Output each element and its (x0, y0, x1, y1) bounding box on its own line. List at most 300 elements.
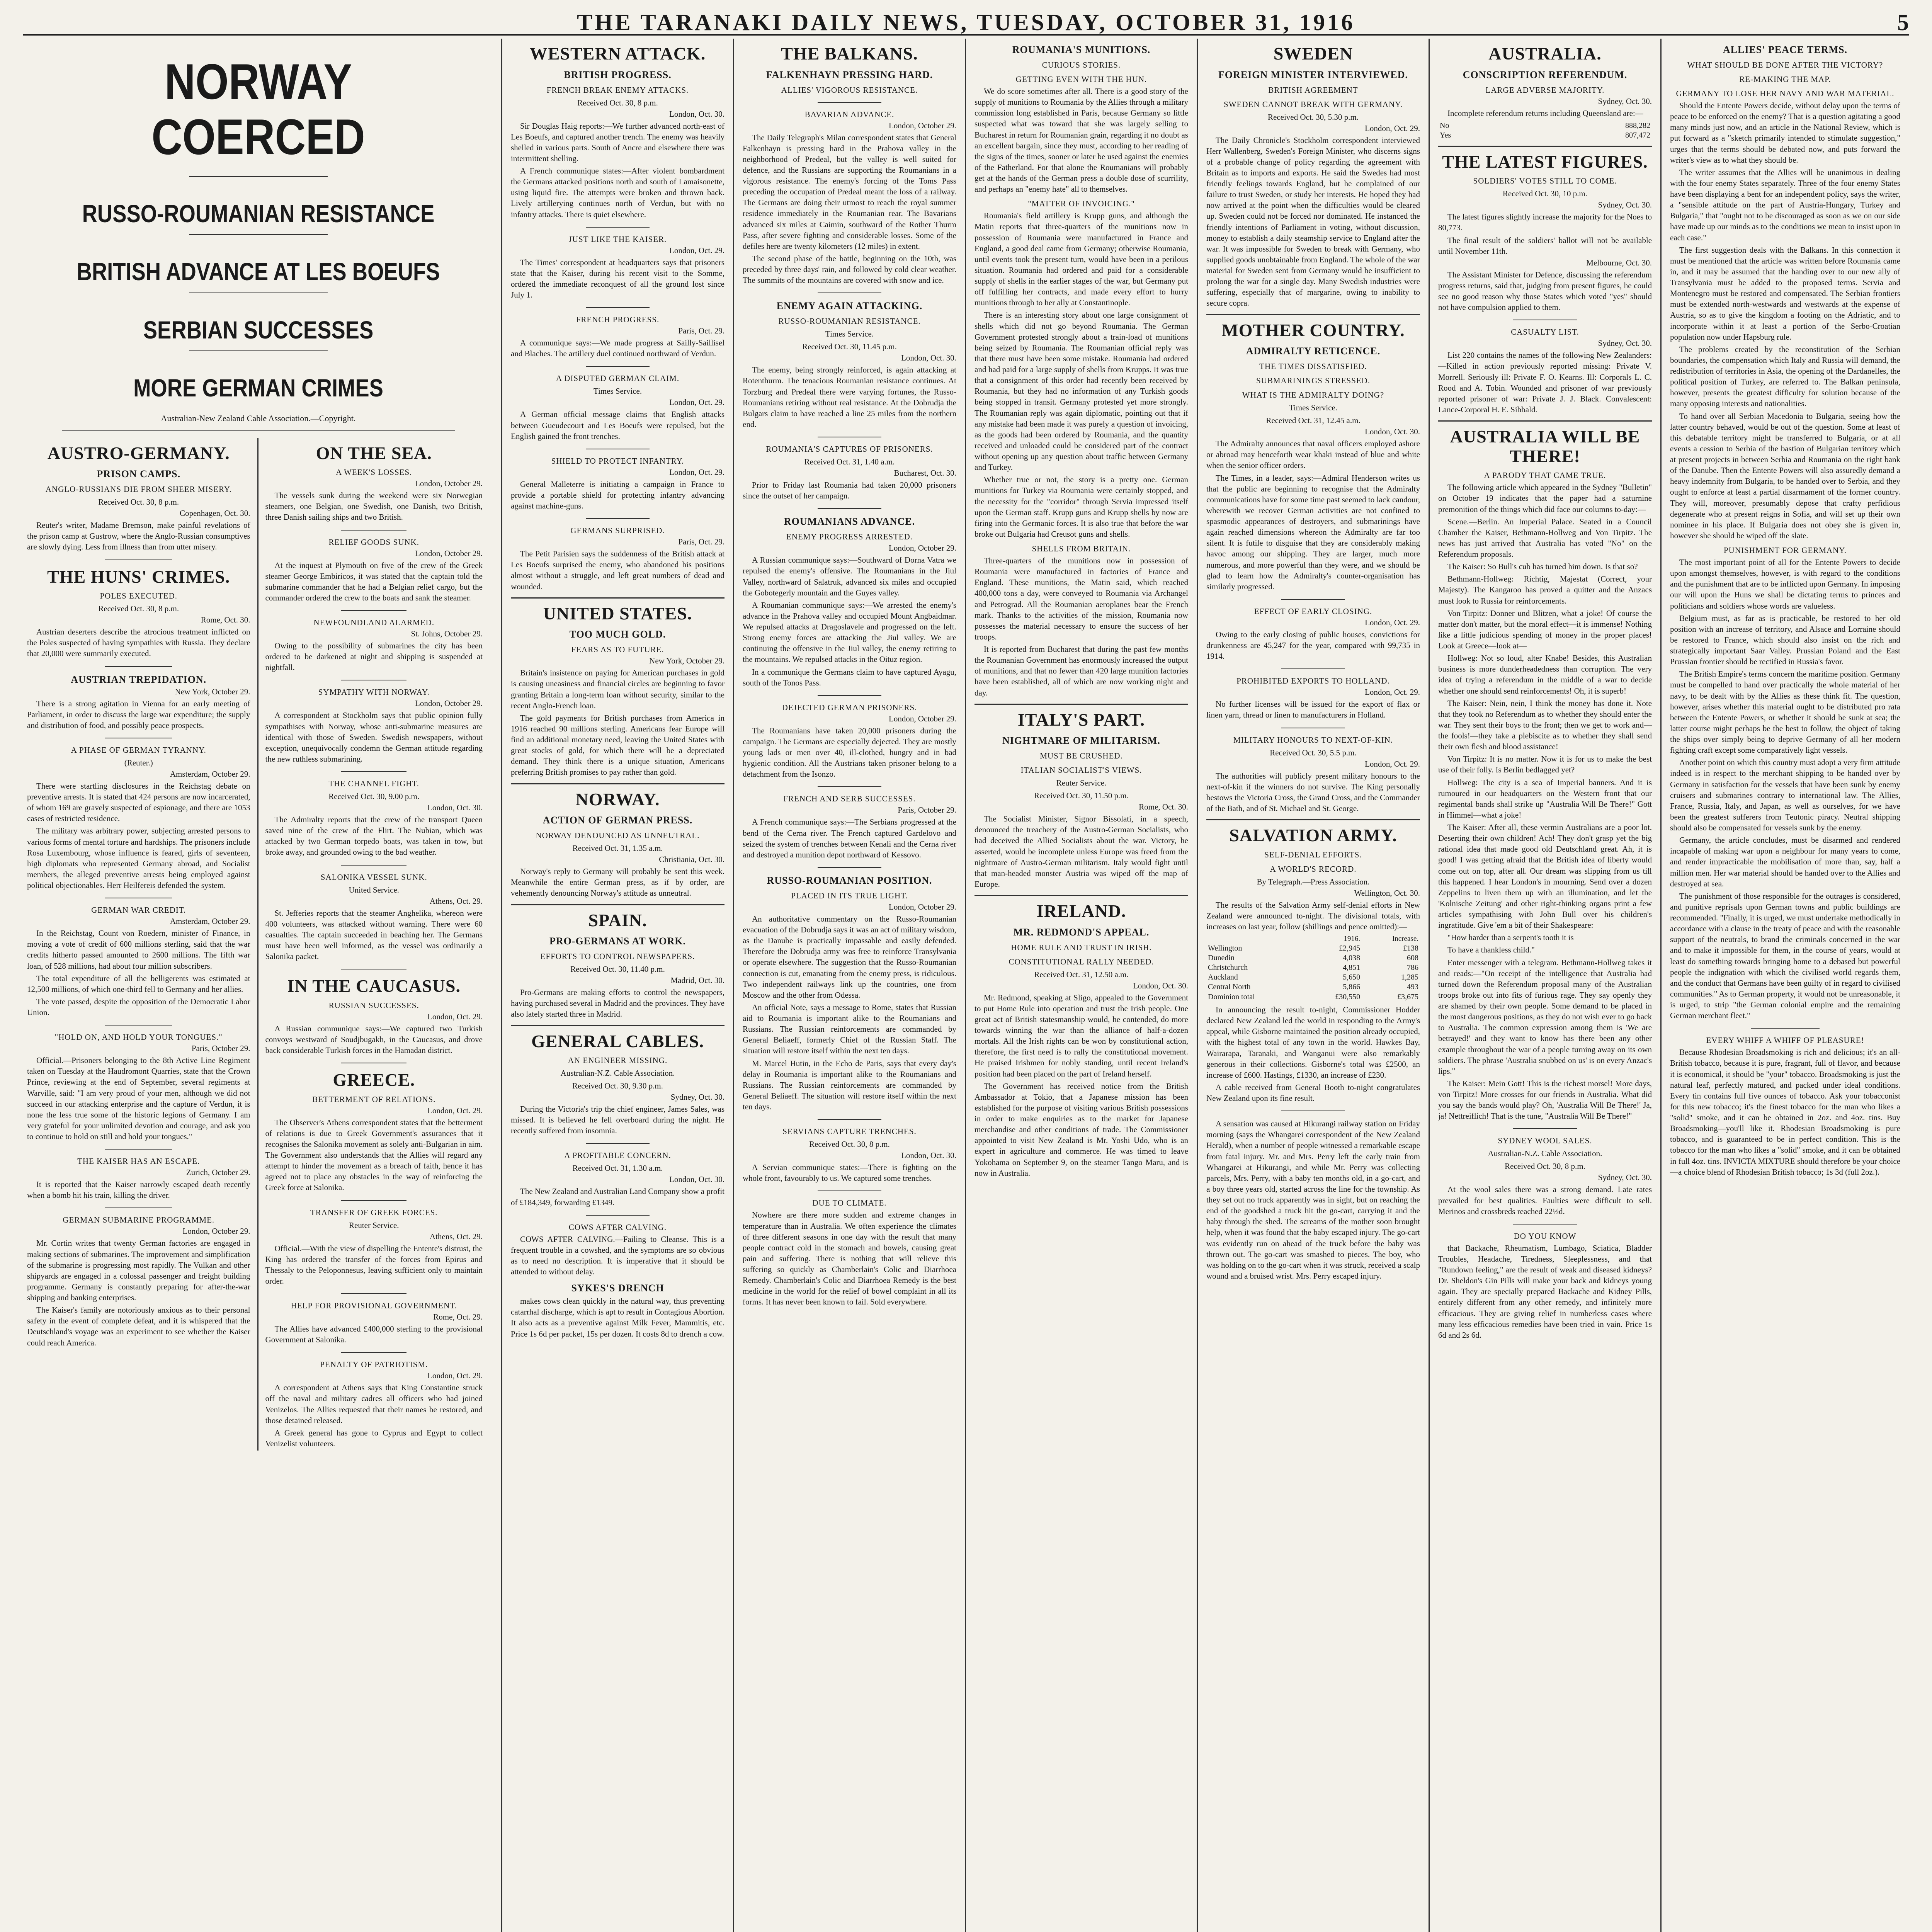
article-paragraph: The enemy, being strongly reinforced, is again attacking at Rotenthurm. The tenacious Roumanian resistance continues. At Torzburg and Predeal there were varying fortunes, the Russo-Roumanians retiring without real resistance. At the Dobrudja the Bulgars claim to have reached a line 25 miles from the northern end. (743, 365, 956, 429)
advert-paragraph: Nowhere are there more sudden and extreme changes in temperature than in Australia. We often experience the climates of three different seasons in one day with the result that many people contract cold in the stomach and bowels, causing great pain and suffering. There is nothing that will relieve this suffering so quickly as Chamberlain's Colic and Diarrhoea Remedy. Chamberlain's Colic and Diarrhoea Remedy is the best medicine in the world for the relief of bowel complaint in all its forms. It has never been known to fail. Sold everywhere. (743, 1210, 956, 1307)
article-headline: NEWFOUNDLAND ALARMED. (313, 618, 435, 628)
article-paragraph: The New Zealand and Australian Land Company show a profit of £184,349, forwarding £1349. (511, 1187, 724, 1207)
dateline: Received Oct. 30, 8 p.m. (577, 98, 658, 107)
article-headline: MILITARY HONOURS TO NEXT-OF-KIN. (1233, 735, 1393, 745)
article-paragraph: In announcing the result to-night, Commissioner Hodder declared New Zealand led the world in responding to the Army's appeal, while Gisborne maintained the position already occupied, with the highest total of any town in the world. Hawkes Bay, Wairarapa, Taranaki, and Wanganui were also remarkably generous in their collections. Gisborne's total was £2500, an increase of £600. Hastings, £1330, an increase of £230. (1206, 1005, 1420, 1080)
columns (23, 39, 1909, 1932)
placeline: London, Oct. 30. (1365, 427, 1420, 437)
article-subhead: A PARODY THAT CAME TRUE. (1484, 471, 1606, 480)
table-cell: Wellington (1208, 944, 1242, 953)
table-cell: 608 (1407, 954, 1418, 963)
article-headline: NIGHTMARE OF MILITARISM. (1002, 735, 1160, 747)
column-1 (23, 39, 502, 1932)
article-paragraph: The total expenditure of all the belligerents was estimated at 12,500 millions, of which one-third fell to Germany and her allies. (27, 973, 250, 994)
article-paragraph: The latest figures slightly increase the majority for the Noes to 80,773. (1438, 212, 1652, 233)
article-headline: MR. REDMOND'S APPEAL. (1013, 926, 1150, 938)
article-paragraph: A cable received from General Booth to-night congratulates New Zealand upon its fine result. (1206, 1082, 1420, 1103)
article-paragraph: The most important point of all for the Entente Powers to decide upon amongst themselves, however, is with regard to the conditions and the punishment that are to be inflicted upon Germany. In imposing our will upon the Huns we shall be dictating terms to princes and politicians and soldiers whose words are valueless. (1670, 558, 1900, 611)
article-paragraph: In a communique the Germans claim to have captured Ayagu, south of the Tonos Pass. (743, 667, 956, 687)
section-headline: ALLIES' PEACE TERMS. (1723, 44, 1848, 55)
article-headline: RUSSO-ROUMANIAN POSITION. (767, 874, 932, 886)
table-row (1206, 963, 1420, 973)
article-paragraph: In the Reichstag, Count von Roedern, minister of Finance, in moving a vote of credit of 600 millions sterling, said that the war credits hitherto passed amounted to 2600 millions. The fifth war loan, of 528 millions, had about four million subscribers. (27, 929, 250, 971)
article-paragraph: No further licenses will be issued for the export of flax or linen yarn, thread or linen to manufacturers in Holland. (1206, 699, 1420, 720)
article-headline: BRITISH PROGRESS. (564, 69, 672, 80)
placeline: London, October 29. (889, 543, 956, 553)
article-headline: ROUMANIA'S CAPTURES OF PRISONERS. (766, 444, 933, 454)
article-subhead: LARGE ADVERSE MAJORITY. (1485, 85, 1605, 95)
dateline: Received Oct. 30, 5.30 p.m. (1267, 112, 1359, 122)
article-paragraph: The Times, in a leader, says:—Admiral Henderson writes us that the public are beginning to recognise that the Admiralty communications have for some time past seemed to lack candour, wherewith we recover German activities are not confined to spasmodic appearances of destroyers, and submarinings have again reached dimensions whereon the Admiralty are far too silent. It is futile to disguise that they are considerably making havoc among our shipping. They are larger, much more numerous, and more powerful than they were, and we should be glad to learn how the Admiralty's counter-organisation has similarly progressed. (1206, 473, 1420, 591)
article-paragraph: The Admiralty announces that naval officers employed ashore or abroad may henceforth wear khaki instead of blue and white when the senior officer orders. (1206, 439, 1420, 470)
article-paragraph: There is an interesting story about one large consignment of shells which did not go beyond Roumania. The German Government protested strongly about a train-load of munitions being seized by Roumania. The Roumanian official reply was that there must have been some mistake. Roumania had ordered and had paid for a large supply of shells from Krupps. It was true that a consignment of this order had recently been received by Roumania, but they had no information of any Turkish goods being stopped in transit. Germany protested yet more strongly. The Roumanian reply was again diplomatic, pointing out that if any mistake had been made it was purely a question of invoicing, as the goods had been ordered by Roumania, and the quantity received and unloaded could be considered part of the contract without opening up any question about traffic between Germany and Turkey. (975, 310, 1188, 472)
section-headline: AUSTRALIA. (1488, 44, 1602, 63)
article-paragraph: At the inquest at Plymouth on five of the crew of the Greek steamer George Embiricos, it was stated that the captain told the submarine commander that he had a Belgian relief cargo, but the commander ordered the crew to the boats and sank the steamer. (265, 560, 483, 602)
table-cell: No (1440, 121, 1449, 130)
section-headline: IRELAND. (975, 895, 1188, 921)
table-cell: 493 (1407, 983, 1418, 992)
placeline: London, October 29. (889, 902, 956, 912)
article-paragraph: Prior to Friday last Roumania had taken 20,000 prisoners since the outset of her campaign. (743, 480, 956, 501)
article-headline: BAVARIAN ADVANCE. (804, 109, 895, 119)
article-paragraph: The Petit Parisien says the suddenness of the British attack at Les Boeufs surprised the enemy, who abandoned his positions almost without a struggle, and left great numbers of dead and wounded. (511, 549, 724, 591)
placeline: Paris, Oct. 29. (678, 537, 724, 547)
section-headline: AUSTRALIA WILL BE THERE! (1438, 420, 1652, 466)
article-paragraph: The British Empire's terms concern the maritime position. Germany must be compelled to hand over practically the whole material of her navy, to be dealt with by the Allies as these think fit. The question, however, arises whether this material ought to be distributed pro rata between the Entente Powers, or whether it should be sunk at sea; the latter course might perhaps be the best to follow, the object of taking the ships over simply being to deprive Germany of all her modern fighting craft except some comparatively light vessels. (1670, 669, 1900, 755)
section-headline: GREECE. (333, 1070, 415, 1090)
dateline: (Reuter.) (124, 758, 153, 767)
table-row (1438, 121, 1652, 131)
placeline: Rome, Oct. 29. (433, 1312, 483, 1322)
table-cell: Auckland (1208, 973, 1238, 982)
article-subhead: POLES EXECUTED. (100, 591, 177, 601)
article-paragraph: It is reported that the Kaiser narrowly escaped death recently when a bomb hit his train, killing the driver. (27, 1180, 250, 1200)
placeline: London, Oct. 29. (669, 245, 724, 255)
dateline: Received Oct. 30, 9.00 p.m. (328, 792, 420, 801)
article-headline: SYMPATHY WITH NORWAY. (318, 687, 430, 697)
article-headline: TRANSFER OF GREEK FORCES. (310, 1208, 438, 1217)
article-headline: FALKENHAYN PRESSING HARD. (766, 69, 933, 80)
article-paragraph: Sir Douglas Haig reports:—We further advanced north-east of Les Boeufs, and captured another trench. The enemy was heavily shelled in various parts. South of Ancre and elsewhere there was intermittent shelling. (511, 121, 724, 163)
article-paragraph: The authorities will publicly present military honours to the next-of-kin if the winners do not survive. The King personally bestows the Victoria Cross, the Grand Cross, and the Commander of the Bath, and of St. Michael and St. George. (1206, 771, 1420, 813)
placeline: Athens, Oct. 29. (429, 896, 483, 906)
column-1b (259, 438, 490, 1451)
placeline: London, Oct. 30. (427, 803, 483, 813)
article-paragraph: M. Marcel Hutin, in the Echo de Paris, says that every day's delay in Roumania is important alike to the Roumanians and Russians. The Russian reinforcements are commanded by General Beliaeff. The situation will restore itself within the next ten days. (743, 1058, 956, 1112)
table-cell: Dominion total (1206, 992, 1306, 1002)
article-subhead: THE TIMES DISSATISFIED. (1259, 362, 1367, 371)
article-paragraph: To hand over all Serbian Macedonia to Bulgaria, seeing how the latter country behaved, would be out of the question. Some at least of this debatable territory might be transferred to Bulgaria, or at all events a cession to Serbia of the bastion of Bulgarian territory which at present projects in between Serbia and Roumania on the right bank of the Danube. Then the Entente Powers will also assuredly demand a heavy indemnity from Bulgaria, to be handed over to Serbia, and they ought to enforce at least a partial disarmament of the former country. They will, moreover, presumably depose that crafty perfidious degenerate who at present reigns in Sofia, and will set up their own nominee in his place. If Bulgaria does not obey she is given in, however she should be wiped off the slate. (1670, 411, 1900, 540)
table-cell: £30,550 (1306, 992, 1362, 1002)
section-headline: AUSTRO-GERMANY. (47, 443, 230, 463)
section-headline: SWEDEN (1273, 44, 1353, 63)
article-paragraph: Von Tirpitz: Donner und Blitzen, what a joke! Of course the matter don't matter, but the moral effect—it is immense! Nothing like a little judicious spending of money in the proper places! Look at Greece—look at— (1438, 608, 1652, 650)
article-paragraph: A French communique states:—After violent bombardment the Germans attacked positions north and south of Lamaisonette, using liquid fire. The attempts were broken and thrown back. Lively artillerying continues north of Verdun, but with no infantry attacks. There is quiet elsewhere. (511, 166, 724, 219)
article-paragraph: Pro-Germans are making efforts to control the newspapers, having purchased several in Madrid and the provinces. They have also lately started three in Madrid. (511, 988, 724, 1019)
article-paragraph: The results of the Salvation Army self-denial efforts in New Zealand were announced to-night. The divisional totals, with increases on last year, follow (shillings and pence omitted):— (1206, 900, 1420, 931)
placeline: Athens, Oct. 29. (429, 1231, 483, 1241)
table-cell: 4,851 (1343, 963, 1361, 972)
article-paragraph: The Times' correspondent at headquarters says that prisoners state that the Kaiser, during his recent visit to the Somme, ordered the immediate reconquest of all the ground lost since July 1. (511, 257, 724, 300)
dateline: United Service. (349, 885, 400, 895)
placeline: London, October 29. (182, 1226, 250, 1236)
article-subhead: FEARS AS TO FUTURE. (571, 645, 664, 655)
table-total-row (1206, 992, 1420, 1002)
dateline: Received Oct. 30, 8 p.m. (1505, 1162, 1585, 1171)
section-headline: THE BALKANS. (781, 44, 918, 63)
placeline: London, Oct. 29. (1365, 687, 1420, 697)
section-headline: ROUMANIA'S MUNITIONS. (1012, 44, 1151, 55)
placeline: Sydney, Oct. 30. (1598, 1173, 1652, 1182)
column-5 (1198, 39, 1430, 1932)
article-headline: "HOLD ON, AND HOLD YOUR TONGUES." (54, 1032, 223, 1042)
article-paragraph: Austrian deserters describe the atrocious treatment inflicted on the Poles suspected of having sympathies with Russia. They declare that 20,000 were summarily executed. (27, 627, 250, 658)
placeline: Paris, October 29. (191, 1044, 250, 1053)
page-number: 5 (1897, 10, 1909, 35)
dateline: Received Oct. 31, 1.30 a.m. (572, 1163, 663, 1173)
article-paragraph: The final result of the soldiers' ballot will not be available until November 11th. (1438, 235, 1652, 256)
placeline: Rome, Oct. 30. (201, 615, 250, 625)
table-cell: 786 (1407, 963, 1418, 972)
section-headline: SPAIN. (511, 904, 724, 930)
article-headline: A PHASE OF GERMAN TYRANNY. (71, 745, 206, 755)
article-paragraph: Three-quarters of the munitions now in possession of Roumania were manufactured in factories of France and England. These munitions, the Matin said, which reached 400,000 tons a day, were conveyed to Roumania via Archangel and Petrograd. All the Roumanian aeroplanes bear the French mark. Thanks to the activities of the mission, Roumania now possesses the material necessary to ensure the success of her troops. (975, 556, 1188, 641)
article-paragraph: We do score sometimes after all. There is a good story of the supply of munitions to Roumania by the Allies through a military commission long established in Paris, because Germany so little suspected what was toward that she was largely selling to Bucharest in return for Roumanian grain, regarding it no doubt as an excellent bargain, since they must, according to her reading of the signs of the times, sooner or later be used against the enemies of the Fatherland. For that alone the Roumanians will probably get at the hands of the German press a double dose of scurrility, and perhaps an "enemy hate" all to themselves. (975, 87, 1188, 194)
placeline: London, October 29. (889, 121, 956, 130)
dateline: Received Oct. 30, 11.45 p.m. (802, 342, 897, 352)
dateline: Received Oct. 30, 5.5 p.m. (1270, 748, 1357, 757)
dateline: Australian-N.Z. Cable Association. (1488, 1149, 1602, 1158)
table-cell: 888,282 (1625, 121, 1650, 130)
section-headline: THE HUNS' CRIMES. (47, 566, 230, 587)
article-headline: ADMIRALTY RETICENCE. (1246, 345, 1381, 357)
article-paragraph: A correspondent at Stockholm says that public opinion fully sympathises with Norway, whose anti-submarine measures are identical with those of Sweden. Swedish newspapers, without exception, unequivocally condemn the German attitude regarding the new ruthless submarining. (265, 711, 483, 764)
article-paragraph: Germany, the article concludes, must be disarmed and rendered incapable of making war upon a neighbour for many years to come, and render impracticable the mobilisation of more than, say, half a million men. Her war material should be handed over to the Allies and destroyed at sea. (1670, 835, 1900, 888)
column-3 (734, 39, 966, 1932)
article-headline: PRO-GERMANS AT WORK. (549, 935, 686, 947)
table-cell: 807,472 (1625, 131, 1650, 139)
article-headline: JUST LIKE THE KAISER. (568, 234, 667, 244)
advert-headline: DUE TO CLIMATE. (812, 1198, 887, 1208)
table-cell: 4,038 (1343, 954, 1361, 963)
table-cell: Yes (1440, 131, 1451, 139)
article-subhead: GETTING EVEN WITH THE HUN. (1015, 75, 1147, 84)
article-paragraph: A Russian communique says:—Southward of Dorna Vatra we repulsed the enemy's offensive. The Roumanians in the Jiul Valley, northward of Salatruk, advanced six miles and occupied the Gobotegerly mountain and the Guyes valley. (743, 555, 956, 597)
dateline: Received Oct. 31, 12.45 a.m. (1266, 416, 1361, 425)
article-paragraph: During the Victoria's trip the chief engineer, James Sales, was missed. It is believed he fell overboard during the night. He recently suffered from insomnia. (511, 1104, 724, 1136)
dateline: Received Oct. 30, 11.40 p.m. (570, 964, 665, 974)
main-headline: NORWAY COERCED (151, 53, 365, 165)
article-headline: AN ENGINEER MISSING. (568, 1056, 668, 1065)
article-paragraph: Whether true or not, the story is a pretty one. German munitions for Turkey via Roumania were certainly stopped, and the necessity for the "corridor" through Servia impressed itself upon the German staff. Krupp guns and Krupp shells by now are firing into the Germanic forces. It is also true that before the war broke out Bulgaria had Creusot guns and shells. (975, 475, 1188, 539)
section-headline: WESTERN ATTACK. (529, 44, 706, 63)
section-headline: THE LATEST FIGURES. (1438, 146, 1652, 172)
placeline: Christiania, Oct. 30. (659, 855, 724, 864)
article-headline: A DISPUTED GERMAN CLAIM. (556, 374, 680, 383)
placeline: Rome, Oct. 30. (1139, 802, 1188, 812)
article-paragraph: General Malleterre is initiating a campaign in France to provide a portable shield for protecting infantry advancing against machine-guns. (511, 479, 724, 511)
placeline: London, Oct. 29. (669, 398, 724, 407)
placeline: London, Oct. 29. (427, 1105, 483, 1115)
article-headline: RELIEF GOODS SUNK. (328, 537, 419, 547)
table-cell: Central North (1208, 983, 1251, 992)
placeline: London, Oct. 29. (1365, 617, 1420, 627)
article-paragraph: Mr. Cortin writes that twenty German factories are engaged in making sections of submarines. The improvement and simplification of the submarine is progressing most rapidly. The Vulkan and other shipyards are engaged in a colossal passenger and freight building programme. Germany is constantly preparing for after-the-war shipping and banking enterprises. (27, 1238, 250, 1302)
placeline: London, Oct. 29. (1365, 759, 1420, 769)
article-headline: CONSCRIPTION REFERENDUM. (1463, 69, 1628, 80)
article-headline: TOO MUCH GOLD. (569, 629, 666, 640)
article-subhead: NORWAY DENOUNCED AS UNNEUTRAL. (536, 831, 700, 840)
dateline: Received Oct. 30, 8 p.m. (809, 1139, 890, 1149)
section-headline: GENERAL CABLES. (511, 1025, 724, 1051)
article-headline: RUSSIAN SUCCESSES. (328, 1000, 419, 1010)
article-paragraph: The punishment of those responsible for the outrages is considered, and punitive reprisals upon German towns and public buildings are recommended. "Finally, it is urged, we must undertake methodically in accordance with a clause in the treaty of peace and with the reasonable support of the neutrals, to brand the criminals concerned in the war and to make it impossible for them, in the course of years, would at least do something towards bringing home to a debased but powerful people the indignation with which the civilised world regards them, and the conduct that Germans have been guilty of in regard to civilised communities." As to German property, it would not be unreasonable, it is urged, to strip "the German colonial empire and the remaining German merchant fleet." (1670, 891, 1900, 1020)
cable-credit: Australian-New Zealand Cable Association.—Copyright. (161, 413, 356, 423)
article-headline: FRENCH AND SERB SUCCESSES. (783, 794, 916, 804)
dateline: Australian-N.Z. Cable Association. (560, 1068, 675, 1078)
article-paragraph: Incomplete referendum returns including Queensland are:— (1447, 108, 1643, 118)
masthead (23, 7, 1909, 36)
article-paragraph: A German official message claims that English attacks between Gueudecourt and Les Boeufs were repulsed, but the English gained the front trenches. (511, 410, 724, 441)
placeline: Sydney, Oct. 30. (1598, 96, 1652, 106)
section-headline: IN THE CAUCASUS. (287, 976, 461, 996)
article-headline: HELP FOR PROVISIONAL GOVERNMENT. (291, 1301, 457, 1311)
dateline: Received Oct. 31, 1.40 a.m. (804, 457, 895, 467)
article-paragraph: St. Jefferies reports that the steamer Anghelika, whereon were 400 volunteers, was attacked without warning. There were 60 casualties. The captain succeeded in beaching her. The Germans must have been well informed, as the vessel was ordinarily a Salonika packet. (265, 908, 483, 961)
article-paragraph: "How harder than a serpent's tooth it is (1447, 933, 1574, 942)
article-paragraph: Norway's reply to Germany will probably be sent this week. Meanwhile the entire German press, as if by order, are vehemently denouncing Norway's attitude as unneutral. (511, 867, 724, 898)
advert-headline: COWS AFTER CALVING. (568, 1222, 667, 1232)
column-2 (502, 39, 734, 1932)
article-paragraph: It is reported from Bucharest that during the past few months the Roumanian Government has enormously increased the output of munitions, and that no fewer than 420 large munition factories have been established, all of which are now working night and day. (975, 645, 1188, 697)
article-paragraph: Another point on which this country must adopt a very firm attitude indeed is in respect to the merchant shipping to be handed over by Germany in satisfaction for the vessels that have been sunk by enemy cruisers and submarines contrary to international law. The Allies, France, Russia, Italy, and Japan, as well as ourselves, for we have been the greatest sufferers from Teutonic piracy. Neutral shipping should also be compensated for vessels sunk by the enemy. (1670, 758, 1900, 832)
placeline: London, Oct. 30. (901, 353, 956, 363)
article-paragraph: There were startling disclosures in the Reichstag debate on preventive arrests. It is stated that 424 persons are now incarcerated, of whom 169 are gravely suspected of espionage, and there are 1053 cases of restricted residence. (27, 781, 250, 823)
placeline: London, Oct. 30. (669, 1175, 724, 1184)
article-headline: SHIELD TO PROTECT INFANTRY. (551, 456, 684, 466)
article-paragraph: Britain's insistence on paying for American purchases in gold is causing uneasiness and financial circles are beginning to favor granting Britain a long-term loan without security, similar to the recent Anglo-French loan. (511, 668, 724, 710)
article-paragraph: The Kaiser: After all, these vermin Australians are a poor lot. Deserting their own children! Ach! They don't grasp yet the big rational idea that made good old Deutschland great. Ah, it is good! I was getting afraid that the British idea of liberty would come out on top, after all. Our dream was slipping from us till this happened. I hear London's in mourning. Send over a dozen Zeppelins to liven them up with an illumination, and let the 'Kolnische Zeitung' and other right-thinking organs print a few articles sympathising with John Bull over his children's ingratitude. Give 'em a bit of their Shakespeare: (1438, 823, 1652, 930)
table-header: Increase. (1392, 935, 1418, 943)
placeline: Bucharest, Oct. 30. (894, 468, 956, 478)
salvation-army-table (1206, 934, 1420, 1002)
placeline: Zurich, October 29. (186, 1168, 250, 1177)
table-row (1206, 944, 1420, 953)
article-paragraph: The first suggestion deals with the Balkans. In this connection it must be mentioned that the article was written before Roumania came in, and it may be assumed that the handing over to our new ally of Transylvania must be added to the proposed terms. Servia and Montenegro must be restored and compensated. The Serbian frontiers must be extended north-westwards and westwards at the expense of Austria, so as to give the kingdom a footing on the Adriatic, and to incorporate within it at least a portion of the Serbo-Croatian population now under Hapsburg rule. (1670, 245, 1900, 342)
article-paragraph: Roumania's field artillery is Krupp guns, and although the Matin reports that three-quarters of the munitions now in possession of Roumania were manufactured in France and England, a good deal came from Germany; otherwise Roumania, until events took the present turn, would have been in a perilous situation. Roumania had ordered and paid for a considerable supply of shells in the earlier stages of the war, but Germany put off fulfilling her contracts, and made every effort to hurry munitions through to her ally at Constantinople. (975, 211, 1188, 308)
article-paragraph: At the wool sales there was a strong demand. Late rates prevailed for best qualities. Faulties were difficult to sell. Merinos and crossbreds reached 22½d. (1438, 1185, 1652, 1216)
table-row (1206, 982, 1420, 992)
article-subhead: MUST BE CRUSHED. (1040, 751, 1123, 761)
article-headline: THE CHANNEL FIGHT. (328, 779, 419, 789)
sub-headline: SERBIAN SUCCESSES (143, 316, 374, 344)
advert-paragraph: Because Rhodesian Broadsmoking is rich and delicious; it's an all-British tobacco, because it is pure, fragrant, full of flavor, and because it is economical, it should be "your" tobacco. Broadsmoking is just the natural leaf, perfectly matured, and packed under ideal conditions. Every tin contains full five ounces of tobacco. Ask your tobacconist for this new tobacco; it's the finest tobacco for the man who likes a "solid" smoke, and it can be obtained in 2oz. and 4oz. tins. Buy Broadsmoking—you'll like it. Rhodesian Broadsmoking is pure tobacco, and is guaranteed to be in perfect condition. This is the tobacco for the man who likes a "solid" smoke, and it can be obtained in full 4oz. tins. INVICTA MIXTURE should therefore be your choice—a choice blend of Rhodesian British tobacco; 1s 3d (full 2oz.). (1670, 1048, 1900, 1177)
article-paragraph: A Roumanian communique says:—We arrested the enemy's advance in the Prahova valley and occupied Mount Angbaidmar. We repulsed attacks at Dragoslavele and progressed on the left. Strong enemy forces are attacking the Jiul valley. We are continuing the offensive in the Jiul valley, the enemy retiring to the mountains. We repulsed attacks in the Oituz region. (743, 600, 956, 664)
article-paragraph: Official.—Prisoners belonging to the 8th Active Line Regiment taken on Tuesday at the Haudromont Quarries, state that the Crown Prince, reviewing at the end of September, several regiments at Warville, said: "I am very proud of your men, although we did not succeed in our attacking enterprise and the capture of Verdun, it is none the less true some of the historic legions of Germany. I am very grateful for your unlimited devotion and courage, and ask you to continue to hold on still and hold your tongues." (27, 1056, 250, 1141)
column-1a (27, 438, 259, 1451)
placeline: London, Oct. 29. (427, 1012, 483, 1021)
advert-paragraph: COWS AFTER CALVING.—Failing to Cleanse. This is a frequent trouble in a cowshed, and the symptoms are so obvious as to need no description. It is imperative that it should be attended to without delay. (511, 1234, 724, 1277)
article-subhead: ALLIES' VIGOROUS RESISTANCE. (781, 85, 918, 95)
placeline: Paris, October 29. (898, 805, 956, 815)
article-headline: GERMAN SUBMARINE PROGRAMME. (63, 1215, 215, 1225)
sub-headline: BRITISH ADVANCE AT LES BOEUFS (77, 258, 440, 286)
section-headline: SALVATION ARMY. (1206, 819, 1420, 845)
advert-paragraph: makes cows clean quickly in the natural way, thus preventing catarrhal discharge, which is apt to result in Contagious Abortion. It also acts as a preventive against Milk Fever, Mammitis, etc. Price 1s 6d per packet, 15s per dozen. It costs 8d to drench a cow. (511, 1296, 724, 1338)
dateline: By Telegraph.—Press Association. (1257, 877, 1370, 886)
table-cell: £138 (1403, 944, 1418, 953)
masthead-title: THE TARANAKI DAILY NEWS, TUESDAY, OCTOBER 31, 1916 (577, 10, 1355, 35)
placeline: Madrid, Oct. 30. (670, 976, 724, 985)
advert-headline: SYKES'S DRENCH (571, 1282, 664, 1294)
article-subhead: A WORLD'S RECORD. (1270, 864, 1357, 874)
article-paragraph: The problems created by the reconstitution of the Serbian boundaries, the compensation which Italy and Russia will demand, the redistribution of territories in Asia, the opening of the Dardanelles, the political position of Turkey, are referred to. The Balkan peninsula, however, presents the greatest difficulty for solution because of the many opposing interests and nationalities. (1670, 344, 1900, 408)
section-headline: ON THE SEA. (316, 443, 432, 463)
section-headline: UNITED STATES. (511, 597, 724, 624)
table-cell: 5,866 (1343, 983, 1361, 992)
dateline: Received Oct. 30, 11.50 p.m. (1034, 791, 1129, 801)
article-paragraph: Scene.—Berlin. An Imperial Palace. Seated in a Council Chamber the Kaiser, Bethmann-Hollweg and Von Tirpitz. The news has just arrived that Australia has voted "No" on the Referendum proposals. (1438, 517, 1652, 559)
placeline: Amsterdam, October 29. (170, 769, 250, 779)
article-paragraph: Belgium must, as far as is practicable, be restored to her old position with an increase of territory, and Alsace and Lorraine should be restored to France, which should also insist on the rich and strategically important Saar Valley. Prussian Poland and the East Prussian frontier should be rectified in Russia's favor. (1670, 613, 1900, 667)
placeline: London, Oct. 29. (1365, 123, 1420, 133)
dateline: Reuter Service. (349, 1220, 399, 1230)
placeline: Wellington, Oct. 30. (1354, 888, 1420, 898)
article-paragraph: The second phase of the battle, beginning on the 10th, was preceded by three days' rain, and followed by cold clear weather. The summits of the mountains are covered with snow and ice. (743, 253, 956, 285)
dateline: Times Service. (825, 329, 874, 339)
article-subhead: SOLDIERS' VOTES STILL TO COME. (1473, 176, 1617, 186)
placeline: St. Johns, October 29. (411, 629, 483, 639)
placeline: London, Oct. 29. (669, 467, 724, 477)
article-headline: SALONIKA VESSEL SUNK. (320, 872, 427, 882)
article-subhead: GERMANY TO LOSE HER NAVY AND WAR MATERIAL. (1676, 89, 1895, 98)
dateline: Received Oct. 31, 1.35 a.m. (572, 844, 663, 853)
article-paragraph: A Russian communique says:—We captured two Turkish convoys westward of Soudjbugakh, in the Caucasus, and drove back considerable Turkish forces in the Hamadan district. (265, 1024, 483, 1055)
article-paragraph: Hollweg: Not so loud, alter Knabe! Besides, this Australian business is more dunderheadedness than corruption. The very idea of trying a referendum in the middle of a war to decide whether one should send reinforcements! Oh, it is superb! (1438, 653, 1652, 696)
placeline: London, October 29. (415, 699, 483, 708)
article-headline: GERMANS SURPRISED. (570, 526, 665, 536)
article-subhead: ITALIAN SOCIALIST'S VIEWS. (1020, 765, 1142, 775)
placeline: Sydney, Oct. 30. (1598, 200, 1652, 210)
article-subhead: SWEDEN CANNOT BREAK WITH GERMANY. (1224, 99, 1403, 109)
sub-headline: RUSSO-ROUMANIAN RESISTANCE (82, 200, 435, 228)
article-headline: AUSTRIAN TREPIDATION. (71, 673, 207, 685)
article-paragraph: Bethmann-Hollweg: Richtig, Majestat (Correct, your Majesty). The Kangaroo has proved a quitter and the Anzacs must look to Russia for reinforcements. (1438, 574, 1652, 605)
article-paragraph: The Kaiser's family are notoriously anxious as to their personal safety in the event of complete defeat, and it is whispered that the Deutschland's voyage was an experiment to see whether the Kaiser could reach America. (27, 1305, 250, 1347)
article-paragraph: Should the Entente Powers decide, without delay upon the terms of peace to be enforced on the enemy? That is a question agitating a good many minds just now, and an article in the National Review, which is put forward as a "sketch primarily intended to stimulate suggestion," urges that the terms should be debated now, and puts forward the writer's view as to what they should be. (1670, 101, 1900, 165)
article-headline: DEJECTED GERMAN PRISONERS. (782, 702, 917, 712)
table-header: 1916. (1344, 935, 1361, 943)
dateline: Received Oct. 30, 8 p.m. (98, 604, 179, 614)
placeline: London, October 29. (415, 479, 483, 488)
article-paragraph: A Greek general has gone to Cyprus and Egypt to collect Venizelist volunteers. (265, 1428, 483, 1448)
article-paragraph: The writer assumes that the Allies will be unanimous in dealing with the four enemy States separately. Three of the four enemy States have been displaying a bent for an independent policy, says the writer, a "sensible attitude on the part of Austria-Hungary, Turkey and Bulgaria," that "ought not to be discouraged as soon as we on our side have made up our minds as to the conditions we mean to insist upon in each case." (1670, 167, 1900, 242)
article-headline: SELF-DENIAL EFFORTS. (1264, 850, 1362, 859)
article-subhead: BRITISH AGREEMENT (1268, 85, 1358, 95)
placeline: Melbourne, Oct. 30. (1586, 258, 1652, 267)
dateline: Times Service. (593, 386, 642, 396)
table-cell: 5,650 (1343, 973, 1361, 982)
article-subhead: EFFORTS TO CONTROL NEWSPAPERS. (540, 952, 695, 961)
article-headline: FOREIGN MINISTER INTERVIEWED. (1218, 69, 1408, 80)
column-1-split (27, 438, 490, 1451)
article-headline: PROHIBITED EXPORTS TO HOLLAND. (1236, 676, 1390, 686)
article-subhead: FRENCH BREAK ENEMY ATTACKS. (546, 85, 689, 95)
article-paragraph: A correspondent at Athens says that King Constantine struck off the naval and military cadres all officers who had joined Venizelos. The Allies requested that their names be restored, and those detained released. (265, 1383, 483, 1425)
article-headline: SYDNEY WOOL SALES. (1498, 1136, 1592, 1146)
dateline: Times Service. (1289, 403, 1338, 413)
advert-paragraph: that Backache, Rheumatism, Lumbago, Sciatica, Bladder Troubles, Headache, Tiredness, Sleeplessness, and that "Rundown feeling," are the result of weak and diseased kidneys? Dr. Sheldon's Gin Pills will make your back and kidneys young again. They are specially prepared Backache and Kidney Pills, entirely different from any other remedy, and infinitely more efficacious. They are giving relief in numberless cases where many less efficacious remedies have been tried in vain. Price 1s 6d and 2s 6d. (1438, 1243, 1652, 1340)
table-cell: Dunedin (1208, 954, 1235, 963)
section-headline: NORWAY. (511, 783, 724, 810)
article-paragraph: The vessels sunk during the weekend were six Norwegian steamers, one Belgian, one Swedish, one Danish, two British, three Danish sailing ships and two British. (265, 491, 483, 522)
article-headline: CURIOUS STORIES. (1042, 60, 1121, 70)
placeline: Paris, Oct. 29. (678, 326, 724, 336)
article-paragraph: The Admiralty reports that the crew of the transport Queen saved nine of the crew of the Flirt. The Nubian, which was attacked by two German torpedo boats, was taken in tow, but broke away, and grounded owing to the bad weather. (265, 815, 483, 857)
article-paragraph: The Observer's Athens correspondent states that the betterment of relations is due to Greek Government's assurances that it recognises the Salonika movement as solely anti-Bulgarian in aim. The Government also understands that the Allies will regard any attempt to hinder the movement as a breach of faith, hence it has agreed not to place any obstacles in the way of reinforcing the Greek force at Salonika. (265, 1117, 483, 1192)
article-paragraph: A sensation was caused at Hikurangi railway station on Friday morning (says the Whangarei correspondent of the New Zealand Herald), when a number of people witnessed a remarkable escape from fatal injury. Mr. and Mrs. Perry left the early train from Whangarei at Hikurangi, and while Mr. Perry was collecting parcels, Mrs. Perry, with a baby ten months old, in a go-cart, and a boy three years old, started across the line for the township. As they set out no truck apparently was in sight, but on reaching the end of the goodshed a truck hit the go-cart, carrying it and the baby through the shed. The screams of the mother soon brought help, when it was found that the baby escaped injury. The go-cart was evidently run on ahead of the truck before the baby was thrown out. The go-cart was smashed to pieces. The boy, who was holding on to the go-cart when it was struck, received a scalp wound and a bruised wrist. Mrs. Perry escaped injury. (1206, 1119, 1420, 1281)
article-paragraph: A communique says:—We made progress at Sailly-Saillisel and Blaches. The artillery duel continued northward of Verdun. (511, 338, 724, 359)
article-subhead: PUNISHMENT FOR GERMANY. (1723, 546, 1847, 555)
placeline: London, Oct. 30. (1133, 981, 1188, 990)
placeline: London, Oct. 30. (669, 109, 724, 119)
article-subhead: RE-MAKING THE MAP. (1739, 75, 1831, 84)
article-headline: GERMAN WAR CREDIT. (91, 905, 186, 915)
article-paragraph: Mr. Redmond, speaking at Sligo, appealed to the Government to put Home Rule into operation and trust the Irish people. One great act of British statesmanship would, he contended, do more towards winning the war than the alliance of half-a-dozen mortals. All the Irish rights can be won by constitutional action, therefore, the first need is to rally the constitutional movement. He praised Irishmen for nobly standing, until recent Ireland's position had been placed on the part of Ireland herself. (975, 993, 1188, 1078)
table-cell: £3,675 (1362, 992, 1420, 1002)
referendum-table (1438, 121, 1652, 140)
article-paragraph: The military was arbitrary power, subjecting arrested persons to various forms of mental torture and hardships. The prisoners include Rosa Luxembourg, whose influence is feared, girls of seventeen, high diplomats who represented Germany abroad, and Socialist members, the alleged preventive arrests being employed against political objectionables. Herr Heilfereis defended the system. (27, 826, 250, 890)
article-paragraph: The Government has received notice from the British Ambassador at Tokio, that a Japanese mission has been established for the purpose of visiting various British possessions in order to make enquiries as to the market for Japanese merchandise and other conditions of trade. The Commissioner appointed to visit New Zealand is Mr. Yoshi Udo, who is an expert in agriculture and commerce. He was timed to leave Yokohama on September 9, on the steamer Tango Maru, and is now in Australia. (975, 1081, 1188, 1178)
article-headline: PENALTY OF PATRIOTISM. (320, 1360, 428, 1369)
article-subhead: RUSSO-ROUMANIAN RESISTANCE. (778, 316, 921, 326)
placeline: New York, October 29. (649, 656, 724, 666)
article-subhead: ENEMY PROGRESS ARRESTED. (786, 532, 913, 542)
article-paragraph: The following article which appeared in the Sydney "Bulletin" on October 19 indicates that the paper had a saturnine premonition of the things which did face our columns to-day:— (1438, 483, 1652, 514)
column-7 (1662, 39, 1909, 1932)
article-paragraph: Hollweg: The city is a sea of Imperial banners. And it is rumoured in our headquarters on the Western front that our regimental bands shall strike up "Australia Will Be There!" Gott in Himmel—what a joke! (1438, 777, 1652, 820)
column-4 (966, 39, 1198, 1932)
article-subhead: SHELLS FROM BRITAIN. (1032, 544, 1131, 553)
article-subhead: PLACED IN ITS TRUE LIGHT. (791, 891, 908, 900)
article-paragraph: List 220 contains the names of the following New Zealanders:—Killed in action previously reported missing: Private V. Morrell. Seriously ill: Private F. O. Kearns. Ill: Corporals L. C. Rood and A. Tobin. Wounded and prisoner of war previously reported prisoner of war: Private J. J. Black. Convalescent: Lance-Corporal H. E. Sibbald. (1438, 350, 1652, 414)
article-headline: THE KAISER HAS AN ESCAPE. (77, 1156, 200, 1166)
article-paragraph: The Kaiser: Mein Gott! This is the richest morsel! More days, von Tirpitz! More crosses for our friends in Australia. What did you say the bands would play? Oh, 'Australia Will Be There!' Ja, ja! Nettreiflich! That is the tune, "Australia Will Be There!" (1438, 1078, 1652, 1121)
article-paragraph: The Daily Telegraph's Milan correspondent states that General Falkenhayn is pressing hard in the Prahova valley in the neighborhood of Predeal, but the valley is well suited for defence, and the Russians are supporting the Roumanians in a vigorous resistance. The enemy's forcing of the Toms Pass preceding the occupation of Predeal meant the loss of a railway. The Germans are doing their utmost to reach the royal summer residence immediately in the Roumanian rear. The Bavarians advanced six miles at Caimin, southward of the Rother Thurm Pass, after severe fighting and considerable losses. Some of the defiles here are twenty kilometers (12 miles) in extent. (743, 133, 956, 251)
article-paragraph: The Socialist Minister, Signor Bissolati, in a speech, denounced the treachery of the Austro-German Socialists, who had deceived the Allied Socialists about the war. Victory, he asserted, would be incomplete unless Europe was freed from the nightmare of Austro-German militarism. Italy would fight until that man-headed monster Austria was wiped off the map of Europe. (975, 814, 1188, 889)
dateline: Received Oct. 30, 8 p.m. (98, 497, 179, 507)
article-paragraph: Reuter's writer, Madame Bremson, make painful revelations of the prison camp at Gustrow, where the Anglo-Russian consumptives are slowly dying. Less from illness than from utter misery. (27, 520, 250, 552)
article-subhead: WHAT IS THE ADMIRALTY DOING? (1242, 390, 1384, 400)
article-subhead: CONSTITUTIONAL RALLY NEEDED. (1009, 957, 1154, 966)
article-headline: A PROFITABLE CONCERN. (564, 1151, 671, 1160)
article-paragraph: The vote passed, despite the opposition of the Democratic Labor Union. (27, 997, 250, 1017)
article-paragraph: An authoritative commentary on the Russo-Roumanian evacuation of the Dobrudja says it was an act of military wisdom, as the Danube is practically impassable and easily defended. Therefore the Dobrudja army was free to reinforce Transylvania or operate elsewhere. The suggestion that the Russo-Roumanian connection is cut, emanating from the enemy press, is ridiculous. Two independent railways link up the countries, one from Moscow and the other from Odessa. (743, 914, 956, 1000)
dateline: Reuter Service. (1056, 778, 1107, 788)
article-paragraph: The Daily Chronicle's Stockholm correspondent interviewed Herr Wallenberg, Sweden's Foreign Minister, who discerns signs of a probable change of policy regarding the agreement with Britain as to imports and exports. He said the Swedes had most friendly feelings towards England, but he complained of our failure to trust Sweden, or study her interests. He hoped they had now arrived at the point when the difficulties would be cleared up. Sweden could not be forced nor dominated. He instanced the friendly intentions of Parliament in voting, without discussion, money to establish a daily steamship service to England after the war. It was impossible for Sweden to break with Germany, who supplied goods unobtainable from England. The whole of the war material for Sweden sent from Germany would be insufficient to prolong the war for a single day. Many Swedish industries were suffering, especially that of margarine, owing to inability to secure copra. (1206, 135, 1420, 308)
dateline: Received Oct. 31, 12.50 a.m. (1034, 969, 1129, 979)
placeline: Sydney, Oct. 30. (1598, 338, 1652, 348)
table-cell: Christchurch (1208, 963, 1248, 972)
article-paragraph: Enter messenger with a telegram. Bethmann-Hollweg takes it and reads:—"On receipt of the intelligence that Australia had turned down the Referendum proposal many of the Australian troops broke out into fits of furious rage. They say openly they are shamed by their own people. Some demand to be placed in the most dangerous positions, as they do not wish ever to go back to Australia. The common expression among them is 'We are betrayed!' and they want to know has there been any other example throughout the war of a people turning away on its own soldiers. The phrase 'Australia snubbed on us' is on every Anzac's lips." (1438, 957, 1652, 1076)
placeline: London, Oct. 30. (901, 1151, 956, 1160)
article-headline: ENEMY AGAIN ATTACKING. (776, 300, 923, 312)
article-paragraph: Von Tirpitz: It is no matter. Now it is for us to make the best use of their folly. Is Berlin bedlagged yet? (1438, 754, 1652, 775)
table-row (1206, 973, 1420, 982)
article-subhead: WHAT SHOULD BE DONE AFTER THE VICTORY? (1687, 60, 1883, 70)
article-subhead: ANGLO-RUSSIANS DIE FROM SHEER MISERY. (45, 485, 232, 494)
section-headline: MOTHER COUNTRY. (1206, 314, 1420, 340)
